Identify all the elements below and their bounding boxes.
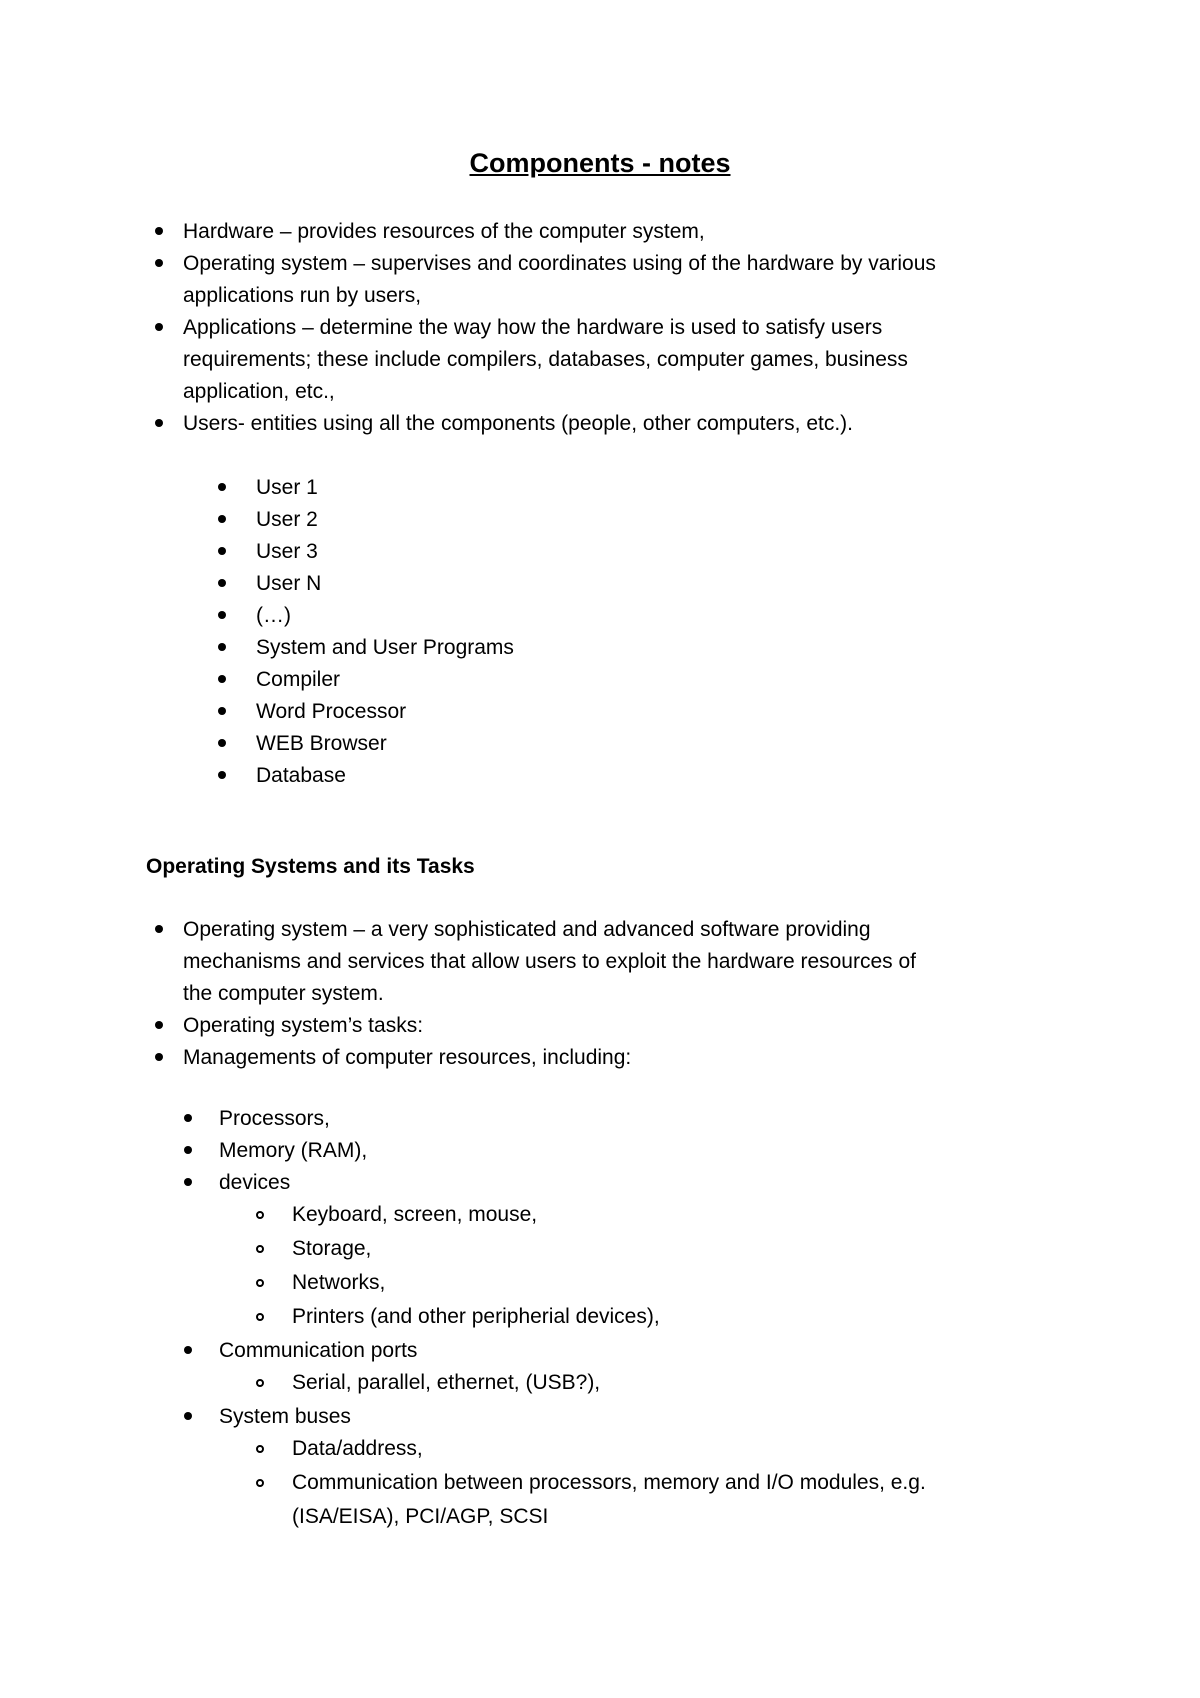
resource-item: devices — [219, 1171, 291, 1194]
layer-item: WEB Browser — [256, 732, 387, 755]
component-line: Hardware – provides resources of the computer system, — [183, 220, 705, 243]
bullet-icon — [155, 1053, 163, 1061]
bullet-icon — [155, 323, 163, 331]
resource-subitem: Communication between processors, memory and I/O modules, e.g. — [292, 1471, 926, 1494]
bullet-icon — [155, 259, 163, 267]
layer-item: Compiler — [256, 668, 341, 691]
circle-bullet-icon — [256, 1245, 264, 1253]
resource-subitem: Storage, — [292, 1237, 372, 1260]
bullet-icon — [155, 419, 163, 427]
circle-bullet-icon — [256, 1211, 264, 1219]
layer-item: System and User Programs — [256, 636, 514, 659]
resource-item: System buses — [219, 1405, 351, 1428]
layer-item: Word Processor — [256, 700, 407, 723]
layer-item: User 1 — [256, 476, 318, 499]
bullet-icon — [184, 1146, 192, 1154]
component-line: Applications – determine the way how the hardware is used to satisfy users — [183, 316, 883, 339]
resource-subitem: Networks, — [292, 1271, 386, 1294]
resource-item: Communication ports — [219, 1339, 418, 1362]
bullet-icon — [155, 227, 163, 235]
resource-subitem: Data/address, — [292, 1437, 423, 1460]
resource-subitem: Serial, parallel, ethernet, (USB?), — [292, 1371, 601, 1394]
circle-bullet-icon — [256, 1479, 264, 1487]
circle-bullet-icon — [256, 1445, 264, 1453]
layer-item: Database — [256, 764, 346, 787]
bullet-icon — [184, 1114, 192, 1122]
os-item-line: Operating system – a very sophisticated and advanced software providing — [183, 918, 871, 941]
component-line: requirements; these include compilers, databases, computer games, business — [183, 348, 908, 371]
bullet-icon — [218, 739, 226, 747]
circle-bullet-icon — [256, 1313, 264, 1321]
bullet-icon — [218, 611, 226, 619]
resource-subitem: Printers (and other peripherial devices), — [292, 1305, 660, 1328]
component-line: application, etc., — [183, 380, 335, 403]
circle-bullet-icon — [256, 1379, 264, 1387]
bullet-icon — [184, 1412, 192, 1420]
layer-item: (…) — [256, 604, 291, 627]
document-title: Components - notes — [469, 148, 731, 178]
bullet-icon — [155, 1021, 163, 1029]
layer-item: User 3 — [256, 540, 318, 563]
bullet-icon — [218, 675, 226, 683]
resource-subitem: (ISA/EISA), PCI/AGP, SCSI — [292, 1505, 549, 1528]
layer-item: User N — [256, 572, 322, 595]
bullet-icon — [218, 643, 226, 651]
os-item-line: mechanisms and services that allow users to exploit the hardware resources of — [183, 950, 917, 973]
bullet-icon — [218, 547, 226, 555]
bullet-icon — [184, 1178, 192, 1186]
component-line: applications run by users, — [183, 284, 422, 307]
bullet-icon — [218, 707, 226, 715]
bullet-icon — [218, 483, 226, 491]
os-item-line: the computer system. — [183, 982, 384, 1005]
os-item-line: Managements of computer resources, including: — [183, 1046, 632, 1069]
section-heading: Operating Systems and its Tasks — [146, 855, 475, 878]
bullet-icon — [218, 515, 226, 523]
resource-subitem: Keyboard, screen, mouse, — [292, 1203, 538, 1226]
os-item-line: Operating system’s tasks: — [183, 1014, 424, 1037]
component-line: Operating system – supervises and coordinates using of the hardware by various — [183, 252, 936, 275]
resource-item: Processors, — [219, 1107, 330, 1130]
component-line: Users- entities using all the components (people, other computers, etc.). — [183, 412, 853, 435]
resource-item: Memory (RAM), — [219, 1139, 368, 1162]
circle-bullet-icon — [256, 1279, 264, 1287]
bullet-icon — [184, 1346, 192, 1354]
bullet-icon — [155, 925, 163, 933]
bullet-icon — [218, 579, 226, 587]
layer-item: User 2 — [256, 508, 318, 531]
bullet-icon — [218, 771, 226, 779]
